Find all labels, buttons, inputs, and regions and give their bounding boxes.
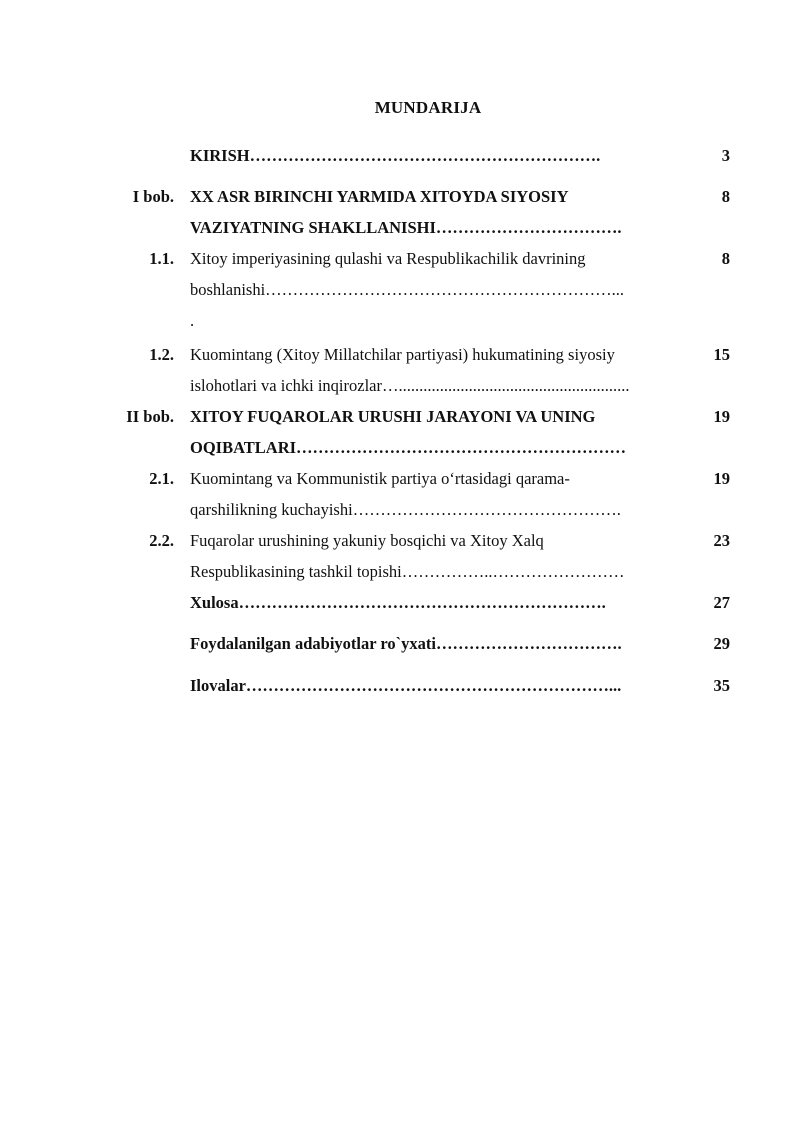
table-of-contents [0, 140, 800, 711]
toc-entry-section-2-1 [0, 463, 800, 525]
toc-entry-title [190, 670, 695, 701]
toc-entry-chapter-1 [0, 181, 800, 243]
toc-entry-title [190, 243, 695, 336]
toc-entry-section-1-2 [0, 339, 800, 401]
toc-entry-line: qarshilikning kuchayishi…………………………………………. [190, 500, 621, 519]
toc-entry-title [190, 587, 695, 618]
toc-entry-title [190, 140, 695, 171]
toc-entry-page: 29 [713, 634, 730, 653]
toc-entry-line: Foydalanilgan adabiyotlar ro`yxati……………………………. [190, 634, 622, 653]
toc-entry-references [0, 628, 800, 670]
toc-entry-line: . [190, 311, 195, 330]
toc-entry-line: XITOY FUQAROLAR URUSHI JARAYONI VA UNING [190, 407, 596, 426]
toc-entry-line: KIRISH………………………………………………………. [190, 146, 601, 165]
toc-entry-line: Kuomintang (Xitoy Millatchilar partiyasi) hukumatining siyosiy [190, 345, 615, 364]
toc-entry-number: I bob. [132, 187, 174, 206]
toc-entry-xulosa [0, 587, 800, 628]
toc-entry-number: 2.1. [149, 469, 174, 488]
toc-entry-line: boshlanishi………………………………………………………... [190, 280, 625, 299]
toc-entry-page: 3 [721, 146, 730, 165]
toc-entry-line: Xulosa…………………………………………………………. [190, 593, 606, 612]
toc-entry-line: Respublikasining tashkil topishi……………..…………………… [190, 562, 625, 581]
toc-entry-page: 19 [713, 469, 730, 488]
toc-entry-title [190, 181, 695, 243]
toc-entry-page: 19 [713, 407, 730, 426]
toc-entry-line: Xitoy imperiyasining qulashi va Respublikachilik davrining [190, 249, 586, 268]
toc-entry-line: XX ASR BIRINCHI YARMIDA XITOYDA SIYOSIY [190, 187, 569, 206]
toc-entry-page: 27 [713, 593, 730, 612]
toc-entry-title [190, 339, 695, 401]
toc-entry-number: 2.2. [149, 531, 174, 550]
toc-entry-title [190, 525, 695, 587]
toc-entry-line: Fuqarolar urushining yakuniy bosqichi va Xitoy Xalq [190, 531, 544, 550]
toc-entry-section-2-2 [0, 525, 800, 587]
toc-entry-line: Kuomintang va Kommunistik partiya o‘rtasidagi qarama- [190, 469, 570, 488]
toc-entry-page: 8 [721, 187, 730, 206]
page-title: MUNDARIJA [374, 98, 482, 117]
toc-entry-title [190, 401, 695, 463]
toc-entry-appendices [0, 670, 800, 711]
toc-entry-page: 35 [713, 676, 730, 695]
toc-entry-section-1-1 [0, 243, 800, 339]
toc-entry-number: 1.1. [149, 249, 174, 268]
toc-entry-number: II bob. [126, 407, 174, 426]
toc-entry-page: 15 [713, 345, 730, 364]
toc-entry-line: Ilovalar…………………………………………………………... [190, 676, 622, 695]
toc-entry-title [190, 463, 695, 525]
toc-entry-page: 8 [721, 249, 730, 268]
toc-entry-kirish [0, 140, 800, 181]
toc-entry-line: OQIBATLARI…………………………………………………… [190, 438, 627, 457]
toc-entry-number: 1.2. [149, 345, 174, 364]
toc-entry-line: islohotlari va ichki inqirozlar…........................................................ [190, 376, 630, 395]
toc-entry-title [190, 628, 695, 659]
toc-entry-chapter-2 [0, 401, 800, 463]
toc-entry-line: VAZIYATNING SHAKLLANISHI……………………………. [190, 218, 622, 237]
toc-entry-page: 23 [713, 531, 730, 550]
